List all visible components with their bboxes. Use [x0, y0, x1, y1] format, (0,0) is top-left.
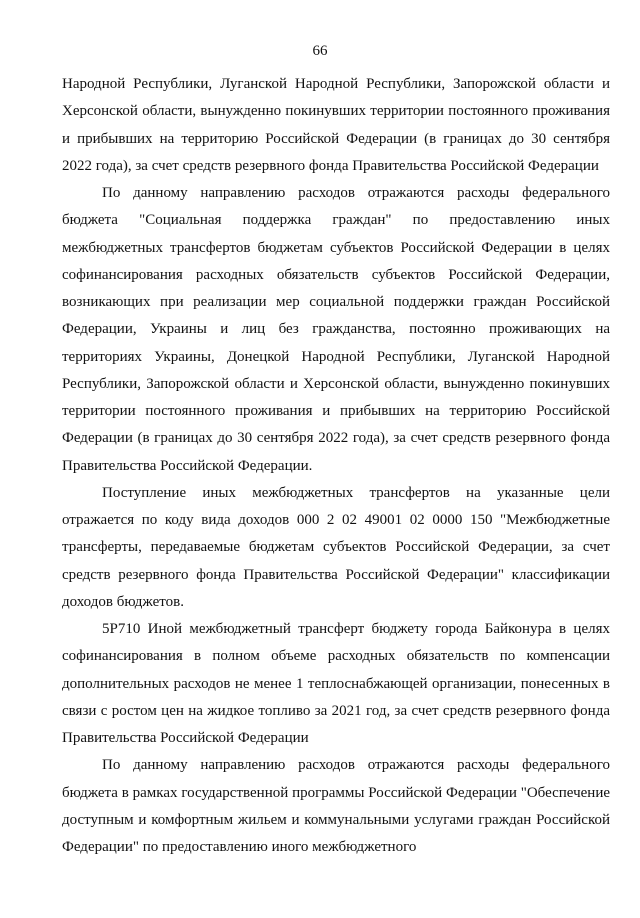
paragraph-revenue-code: Поступление иных межбюджетных трансфертов на указанные цели отражается по коду вида доходов 000 2 02 49001 02 0000 150 "Межбюджетные трансферты, передаваемые бюджетам субъектов Российской Федерации, за счет средств резервного фонда Правительства Российской Федерации" классификации доходов бюджетов. [62, 484, 610, 610]
document-body [62, 71, 610, 861]
paragraph-baikonur-transfer: 5Р710 Иной межбюджетный трансферт бюджету города Байконура в целях софинансирования в полном объеме расходных обязательств по компенсации дополнительных расходов не менее 1 теплоснабжающей организации, понесенных в связи с ростом цен на жидкое топливо за 2021 год, за счет средств резервного фонда Правительства Российской Федерации [62, 621, 610, 746]
paragraph-social-support-transfers: По данному направлению расходов отражаются расходы федерального бюджета "Социальная поддержка граждан" по предоставлению иных межбюджетных трансфертов бюджетам субъектов Российской Федерации в целях софинансирования расходных обязательств субъектов Российской Федерации, возникающих при реализации мер социальной поддержки граждан Российской Федерации, Украины и лиц без гражданства, постоянно проживающих на территориях Украины, Донецкой Народной Республики, Луганской Народной Республики, Запорожской области и Херсонской области, вынужденно покинувших территории постоянного проживания и прибывших на территорию Российской Федерации (в границах до 30 сентября 2022 года), за счет средств резервного фонда Правительства Российской Федерации. [62, 185, 610, 474]
paragraph-housing-program: По данному направлению расходов отражаются расходы федерального бюджета в рамках государственной программы Российской Федерации "Обеспечение доступным и комфортным жильем и коммунальными услугами граждан Российской Федерации" по предоставлению иного межбюджетного [62, 757, 610, 855]
paragraph-continuation: Народной Республики, Луганской Народной Республики, Запорожской области и Херсонской области, вынужденно покинувших территории постоянного проживания и прибывших на территорию Российской Федерации (в границах до 30 сентября 2022 года), за счет средств резервного фонда Правительства Российской Федерации [62, 76, 610, 174]
page-number: 66 [312, 43, 328, 59]
